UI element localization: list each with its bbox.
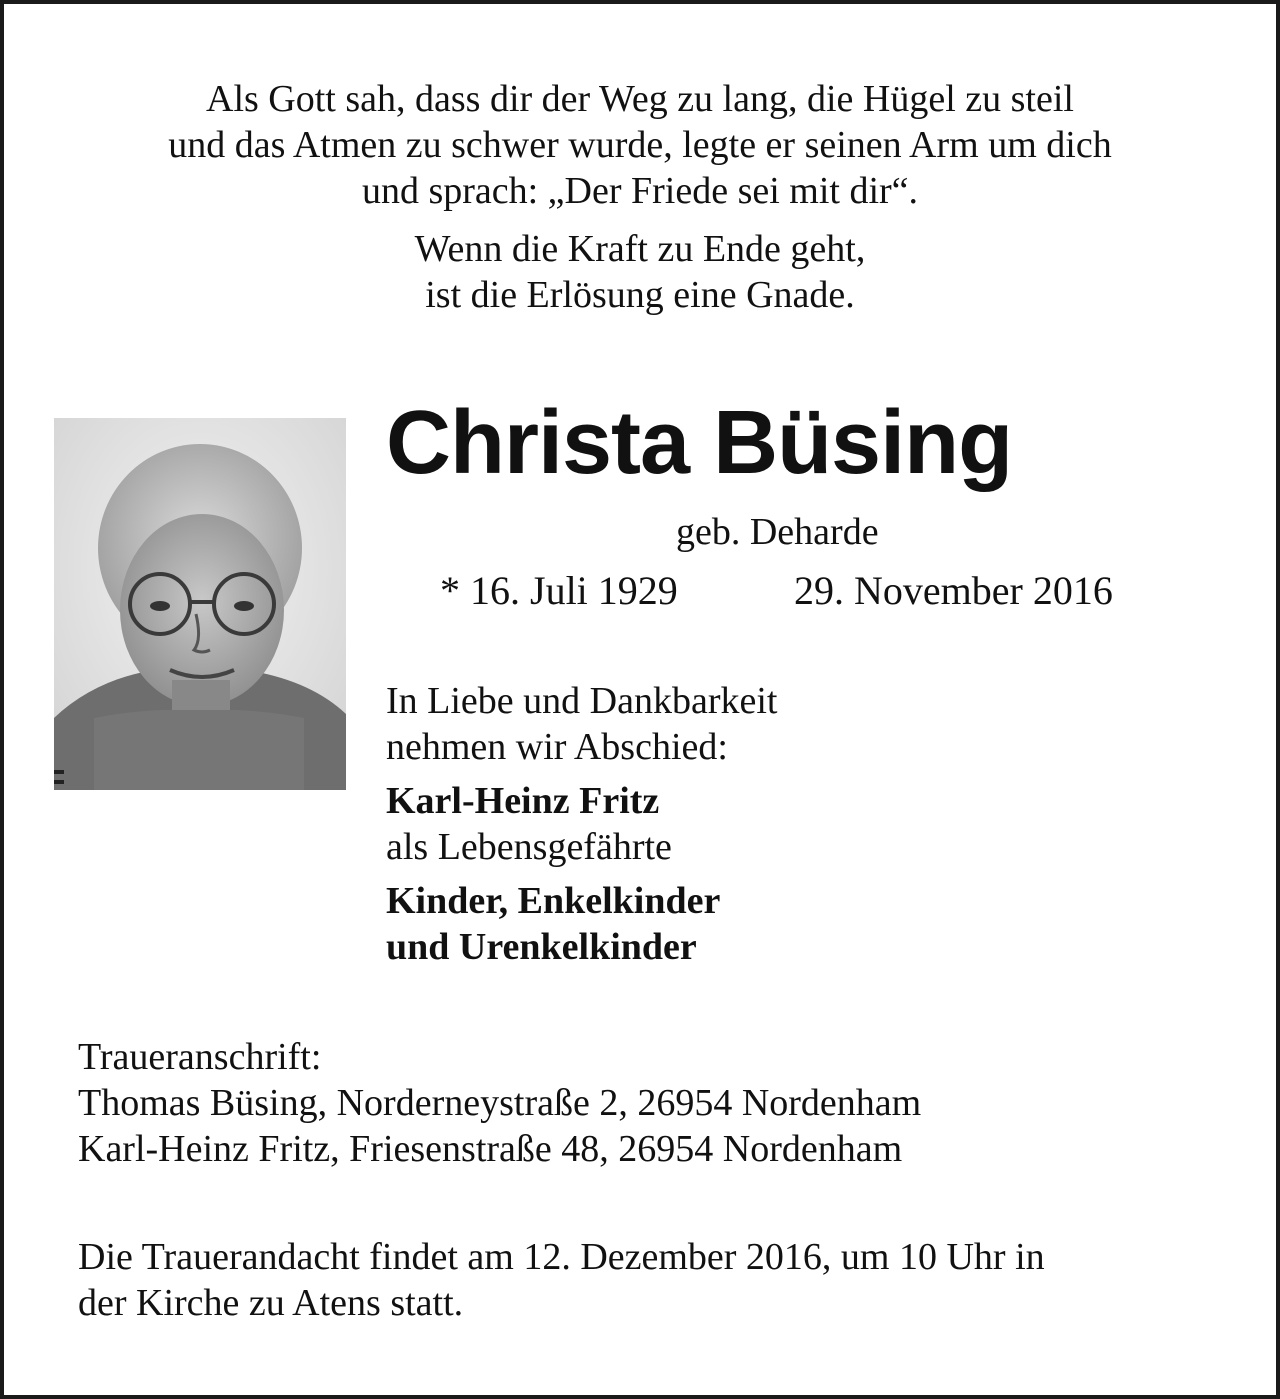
family-line: Kinder, Enkelkinder [386, 880, 721, 922]
address-line: Karl-Heinz Fritz, Friesenstraße 48, 26954 Nordenham [78, 1128, 903, 1170]
mourning-address [78, 1034, 1228, 1172]
poem-line: Als Gott sah, dass dir der Weg zu lang, die Hügel zu steil [206, 78, 1074, 120]
poem-line: Wenn die Kraft zu Ende geht, [414, 228, 866, 270]
service-info [78, 1234, 1228, 1326]
address-line: Thomas Büsing, Norderneystraße 2, 26954 Nordenham [78, 1082, 922, 1124]
deceased-name: Christa Büsing [386, 393, 1013, 493]
address-label: Traueranschrift: [78, 1036, 322, 1078]
family-line: und Urenkelkinder [386, 926, 697, 968]
poem [0, 76, 1280, 318]
portrait-photo [54, 418, 346, 790]
birth-date: * 16. Juli 1929 [440, 568, 678, 613]
partner-role: als Lebensgefährte [386, 826, 672, 868]
service-line: Die Trauerandacht findet am 12. Dezember 2016, um 10 Uhr in [78, 1236, 1045, 1278]
poem-line: und das Atmen zu schwer wurde, legte er seinen Arm um dich [168, 124, 1112, 166]
poem-line: ist die Erlösung eine Gnade. [425, 274, 855, 316]
mourners-intro-line: In Liebe und Dankbarkeit [386, 680, 778, 722]
death-date: 29. November 2016 [794, 568, 1113, 613]
birth-name: geb. Deharde [676, 511, 879, 553]
poem-line: und sprach: „Der Friede sei mit dir“. [361, 170, 919, 212]
partner-name: Karl-Heinz Fritz [386, 780, 660, 822]
mourners-block [386, 678, 1206, 970]
service-line: der Kirche zu Atens statt. [78, 1282, 464, 1324]
mourners-intro-line: nehmen wir Abschied: [386, 726, 728, 768]
